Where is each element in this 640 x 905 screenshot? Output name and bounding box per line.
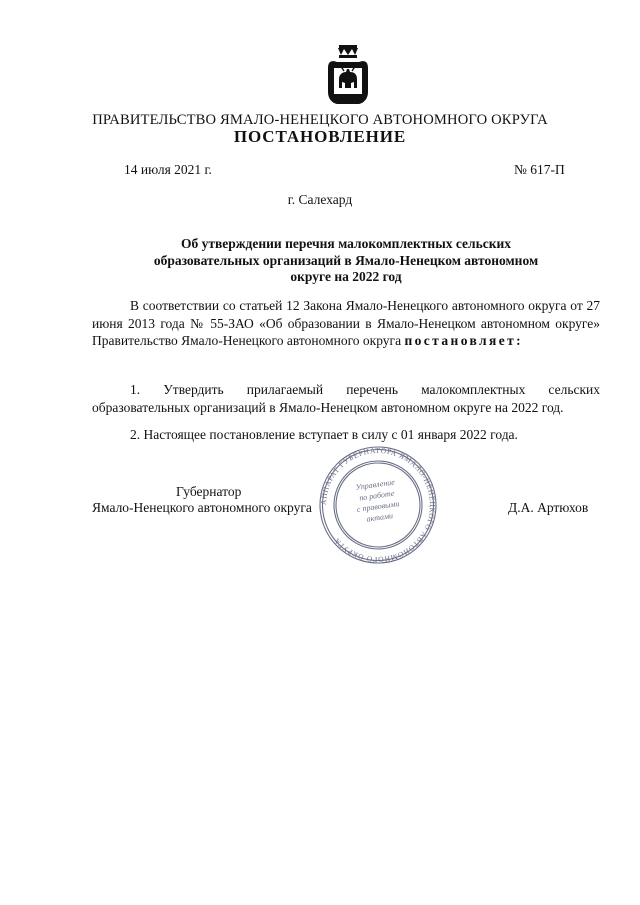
svg-text:по работе: по работе <box>358 488 395 503</box>
signatory-position-line1: Губернатор <box>176 484 242 499</box>
document-city: г. Салехард <box>287 192 353 207</box>
svg-text:Управление: Управление <box>355 477 396 492</box>
official-stamp <box>313 445 443 565</box>
document-title: Об утверждении перечня малокомплектных сельских образовательных организаций в Ямало-Ненецком автономном округе на 2022 год <box>153 236 539 284</box>
signatory-name: Д.А. Артюхов <box>508 500 589 515</box>
preamble-text: В соответствии со статьей 12 Закона Ямало-Ненецкого автономного округа от 27 июня 2013 года № 55-ЗАО «Об образовании в Ямало-Ненецком автономном округе» Правительство Ямало-Ненецкого автономного округа <box>92 298 600 348</box>
organization-name: ПРАВИТЕЛЬСТВО ЯМАЛО-НЕНЕЦКОГО АВТОНОМНОГО ОКРУГА <box>92 112 548 128</box>
svg-text:актами: актами <box>365 511 394 524</box>
document-date: 14 июля 2021 г. <box>124 162 212 177</box>
coat-of-arms-icon <box>325 44 371 108</box>
stamp-outer-text: АППАРАТ ГУБЕРНАТОРА ЯМАЛО-НЕНЕЦКОГО АВТОНОМНОГО ОКРУГА <box>318 445 438 565</box>
document-number: № 617-П <box>514 162 565 177</box>
preamble-paragraph <box>92 297 600 350</box>
document-type: ПОСТАНОВЛЕНИЕ <box>233 127 407 146</box>
decree-word: постановляет: <box>404 333 524 348</box>
decree-item: 1. Утвердить прилагаемый перечень малокомплектных сельских образовательных организаций в Ямало-Ненецком автономном округе на 2022 год. <box>92 382 600 415</box>
decree-item: 2. Настоящее постановление вступает в силу с 01 января 2022 года. <box>130 427 518 442</box>
svg-text:с правовыми: с правовыми <box>356 499 401 514</box>
signatory-position-line2: Ямало-Ненецкого автономного округа <box>92 500 312 515</box>
